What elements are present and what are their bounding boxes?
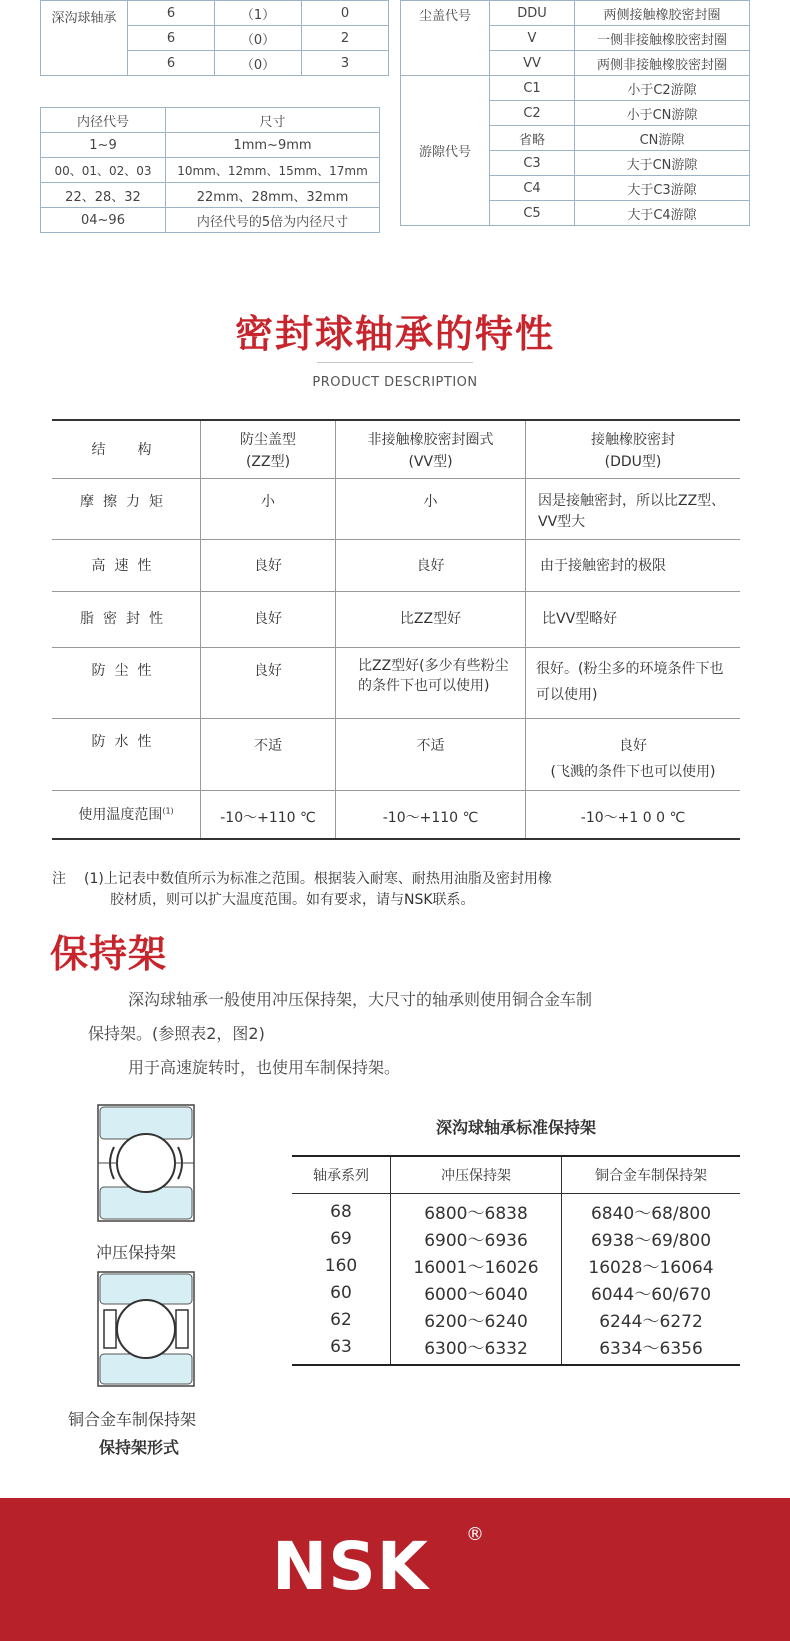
col2-header xyxy=(336,420,526,478)
code-cell: 两侧非接触橡胶密封圈 xyxy=(575,51,750,76)
code-cell: C4 xyxy=(490,176,575,201)
bore-table xyxy=(40,107,380,233)
cage-cell: 160 xyxy=(324,1255,358,1276)
registered-mark: ® xyxy=(466,1524,484,1545)
code-cell: DDU xyxy=(490,1,575,26)
table-row xyxy=(52,718,740,790)
features-title: 密封球轴承的特性 xyxy=(234,312,555,356)
cage-cell: 62 xyxy=(330,1309,352,1330)
code-cell: CN游隙 xyxy=(575,126,750,151)
dust-ddu: 很好。(粉尘多的环境条件下也可以使用) xyxy=(526,647,741,718)
cage-table xyxy=(292,1155,740,1366)
cage-cell: 6900～6936 xyxy=(391,1225,562,1252)
cage-cell: 6334～6356 xyxy=(562,1333,741,1365)
code-cell: V xyxy=(490,26,575,51)
series-cell: （0） xyxy=(215,51,302,76)
cage-cell: 6200～6240 xyxy=(391,1306,562,1333)
temp-zz: -10～+110 ℃ xyxy=(201,790,336,839)
pressed-cage-label: 冲压保持架 xyxy=(96,1243,177,1262)
series-cell: （0） xyxy=(215,26,302,51)
cage-para2: 用于高速旋转时，也使用车制保持架。 xyxy=(128,1058,401,1077)
bore-cell: 22、28、32 xyxy=(41,183,166,208)
code-cell: 大于C4游隙 xyxy=(575,201,750,226)
cage-para1a: 深沟球轴承一般使用冲压保持架，大尺寸的轴承则使用铜合金车制 xyxy=(128,990,593,1009)
cage-header: 轴承系列 xyxy=(292,1156,391,1194)
dust-label: 防尘性 xyxy=(52,647,201,718)
cage-cell: 6840～68/800 xyxy=(562,1194,741,1226)
speed-zz: 良好 xyxy=(201,539,336,591)
table-row xyxy=(292,1225,740,1252)
cage-figure-caption: 保持架形式 xyxy=(99,1438,180,1457)
bore-cell: 00、01、02、03 xyxy=(41,158,166,183)
grease-label: 脂密封性 xyxy=(52,591,201,647)
cage-cell: 16001～16026 xyxy=(391,1252,562,1279)
bore-cell: 04~96 xyxy=(41,208,166,233)
table-row xyxy=(292,1194,740,1226)
friction-zz: 小 xyxy=(201,478,336,539)
temp-vv: -10～+110 ℃ xyxy=(336,790,526,839)
cage-cell: 6244～6272 xyxy=(562,1306,741,1333)
table-row xyxy=(52,539,740,591)
temp-ddu: -10～+1 0 0 ℃ xyxy=(580,809,686,826)
cage-cell: 68 xyxy=(330,1201,352,1222)
machined-cage-label: 铜合金车制保持架 xyxy=(68,1410,197,1429)
table-row xyxy=(52,591,740,647)
note-line2: 胶材质，则可以扩大温度范围。如有要求，请与NSK联系。 xyxy=(110,892,475,908)
water-ddu-main: 良好 xyxy=(619,737,647,754)
grease-zz: 良好 xyxy=(201,591,336,647)
speed-vv: 良好 xyxy=(336,539,526,591)
speed-ddu: 由于接触密封的极限 xyxy=(526,539,741,591)
water-ddu xyxy=(526,718,741,790)
bore-cell: 22mm、28mm、32mm xyxy=(166,183,380,208)
cage-para1b: 保持架。(参照表2，图2) xyxy=(88,1024,265,1043)
table-row xyxy=(41,208,380,233)
col1-header-title: 防尘盖型 xyxy=(240,432,296,448)
water-label: 防水性 xyxy=(52,718,201,790)
col2-header-title: 非接触橡胶密封圈式 xyxy=(367,432,494,448)
table-header-row xyxy=(292,1156,740,1194)
bore-cell: 1mm~9mm xyxy=(166,133,380,158)
code-cell: 小于C2游隙 xyxy=(575,76,750,101)
cage-header: 冲压保持架 xyxy=(391,1156,562,1194)
temp-label-text: 使用温度范围 xyxy=(78,806,163,823)
table-row xyxy=(41,158,380,183)
table-row xyxy=(41,133,380,158)
structure-header: 结 构 xyxy=(52,420,201,478)
table-row xyxy=(292,1252,740,1279)
code-table xyxy=(400,0,750,226)
col1-header xyxy=(201,420,336,478)
grease-ddu: 比VV型略好 xyxy=(526,591,741,647)
series-cell: 0 xyxy=(302,1,389,26)
friction-ddu: 因是接触密封，所以比ZZ型、VV型大 xyxy=(526,478,741,539)
seal-label: 尘盖代号 xyxy=(401,1,490,76)
table-row xyxy=(52,478,740,539)
title-divider xyxy=(317,362,473,363)
temp-label-sup: (1) xyxy=(162,805,174,815)
footer-banner xyxy=(0,1498,790,1641)
series-cell: （1） xyxy=(215,1,302,26)
table-row xyxy=(292,1333,740,1365)
code-cell: C1 xyxy=(490,76,575,101)
cage-paragraph xyxy=(88,983,768,1085)
bore-cell: 1~9 xyxy=(41,133,166,158)
code-cell: 两侧接触橡胶密封圈 xyxy=(575,1,750,26)
water-zz: 不适 xyxy=(201,718,336,790)
series-cell: 6 xyxy=(128,51,215,76)
friction-label: 摩擦力矩 xyxy=(52,478,201,539)
table-row xyxy=(41,183,380,208)
code-cell: VV xyxy=(490,51,575,76)
code-cell: 一侧非接触橡胶密封圈 xyxy=(575,26,750,51)
nsk-logo: NSK xyxy=(272,1528,429,1605)
table-row xyxy=(401,1,750,26)
table-row xyxy=(41,1,389,26)
dust-vv: 比ZZ型好(多少有些粉尘的条件下也可以使用) xyxy=(336,647,526,718)
code-cell: 省略 xyxy=(490,126,575,151)
features-table xyxy=(52,419,740,840)
col3-header-sub: (DDU型) xyxy=(604,454,662,470)
cage-cell: 6000～6040 xyxy=(391,1279,562,1306)
cage-cell: 69 xyxy=(330,1228,352,1249)
clearance-label: 游隙代号 xyxy=(401,76,490,226)
cage-cell: 63 xyxy=(330,1336,352,1357)
col3-header xyxy=(526,420,741,478)
code-cell: 大于CN游隙 xyxy=(575,151,750,176)
table-row xyxy=(41,108,380,133)
cage-header: 铜合金车制保持架 xyxy=(562,1156,741,1194)
friction-vv: 小 xyxy=(336,478,526,539)
water-ddu-sub: (飞溅的条件下也可以使用) xyxy=(550,763,716,780)
code-cell: C2 xyxy=(490,101,575,126)
col2-header-sub: (VV型) xyxy=(408,454,453,470)
series-table xyxy=(40,0,389,76)
col1-header-sub: (ZZ型) xyxy=(245,454,291,470)
series-label: 深沟球轴承 xyxy=(41,1,128,76)
features-note xyxy=(52,869,752,911)
bore-header: 内径代号 xyxy=(41,108,166,133)
bore-cell: 10mm、12mm、15mm、17mm xyxy=(166,158,380,183)
series-cell: 6 xyxy=(128,1,215,26)
cage-title: 保持架 xyxy=(50,932,168,976)
bore-header: 尺寸 xyxy=(166,108,380,133)
table-row xyxy=(292,1279,740,1306)
cage-table-title: 深沟球轴承标准保持架 xyxy=(435,1118,596,1137)
code-cell: 小于CN游隙 xyxy=(575,101,750,126)
cage-cell: 6800～6838 xyxy=(391,1194,562,1226)
temp-label xyxy=(52,790,201,839)
table-row xyxy=(52,790,740,839)
series-cell: 3 xyxy=(302,51,389,76)
dust-zz: 良好 xyxy=(201,647,336,718)
cage-cell: 6300～6332 xyxy=(391,1333,562,1365)
series-cell: 6 xyxy=(128,26,215,51)
features-subtitle: PRODUCT DESCRIPTION xyxy=(312,375,478,390)
code-cell: C5 xyxy=(490,201,575,226)
code-cell: C3 xyxy=(490,151,575,176)
machined-cage-figure xyxy=(96,1270,196,1388)
grease-vv: 比ZZ型好 xyxy=(336,591,526,647)
col3-header-title: 接触橡胶密封 xyxy=(591,432,675,448)
series-cell: 2 xyxy=(302,26,389,51)
cage-cell: 6044～60/670 xyxy=(562,1279,741,1306)
water-vv: 不适 xyxy=(336,718,526,790)
note-line1: (1)上记表中数值所示为标准之范围。根据装入耐寒、耐热用油脂及密封用橡 xyxy=(84,871,552,887)
code-cell: 大于C3游隙 xyxy=(575,176,750,201)
table-row xyxy=(52,420,740,478)
speed-label: 高速性 xyxy=(52,539,201,591)
table-row xyxy=(401,76,750,101)
table-row xyxy=(292,1306,740,1333)
cage-cell: 16028～16064 xyxy=(562,1252,741,1279)
note-prefix: 注 xyxy=(52,871,66,887)
pressed-cage-figure xyxy=(96,1103,196,1223)
cage-cell: 60 xyxy=(330,1282,352,1303)
table-row xyxy=(52,647,740,718)
cage-cell: 6938～69/800 xyxy=(562,1225,741,1252)
bore-cell: 内径代号的5倍为内径尺寸 xyxy=(166,208,380,233)
